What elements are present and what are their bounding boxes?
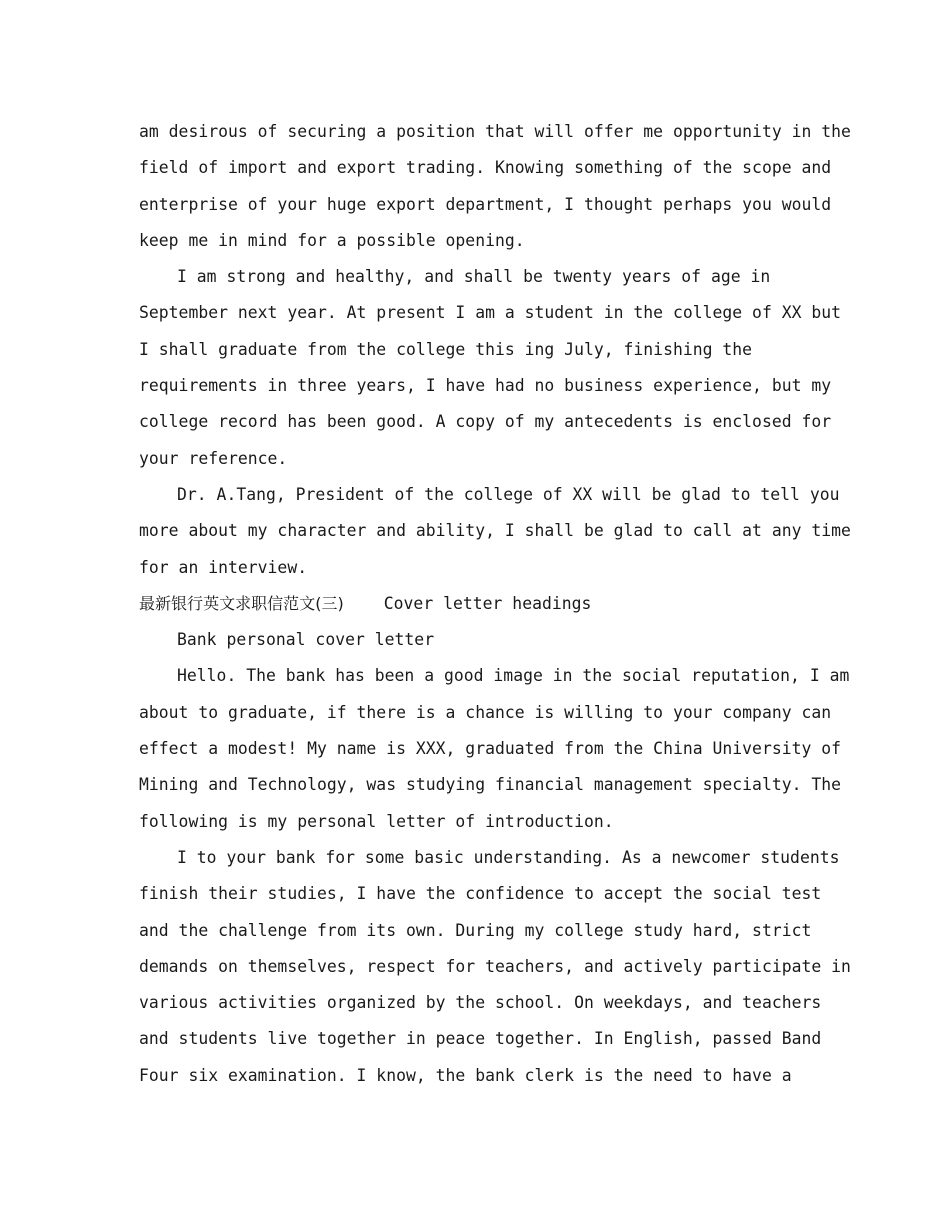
text-line: demands on themselves, respect for teachers, and actively participate in [139, 956, 851, 976]
paragraph-4 [139, 658, 850, 839]
paragraph-3 [139, 477, 851, 586]
heading-chinese-title: 最新银行英文求职信范文(三) [139, 593, 344, 613]
text-line: Mining and Technology, was studying financial management specialty. The [139, 775, 842, 795]
text-line: various activities organized by the school. On weekdays, and teachers [139, 993, 822, 1013]
paragraph-5 [139, 840, 851, 1094]
text-line: your reference. [139, 448, 288, 468]
text-line: finish their studies, I have the confidence to accept the social test [139, 884, 822, 904]
text-line: keep me in mind for a possible opening. [139, 230, 525, 250]
section-heading [139, 586, 839, 622]
text-line: I shall graduate from the college this ing July, finishing the [139, 339, 753, 359]
text-line: Hello. The bank has been a good image in the social reputation, I am [177, 666, 850, 686]
text-line: following is my personal letter of introduction. [139, 811, 614, 831]
text-line: Dr. A.Tang, President of the college of XX will be glad to tell you [177, 484, 840, 504]
text-line: enterprise of your huge export department, I thought perhaps you would [139, 194, 832, 214]
text-line: I to your bank for some basic understanding. As a newcomer students [177, 847, 840, 867]
text-line: college record has been good. A copy of my antecedents is enclosed for [139, 412, 832, 432]
text-line: and the challenge from its own. During my college study hard, strict [139, 920, 812, 940]
heading-english-title: Cover letter headings [383, 593, 592, 613]
subheading: Bank personal cover letter [177, 630, 435, 650]
paragraph-2 [139, 259, 842, 477]
text-line: about to graduate, if there is a chance is willing to your company can [139, 702, 832, 722]
text-line: September next year. At present I am a student in the college of XX but [139, 303, 842, 323]
text-line: Four six examination. I know, the bank clerk is the need to have a [139, 1065, 792, 1085]
text-line: am desirous of securing a position that will offer me opportunity in the [139, 122, 851, 141]
paragraph-1 [139, 114, 851, 259]
text-line: I am strong and healthy, and shall be twenty years of age in [177, 267, 771, 287]
text-line: more about my character and ability, I shall be glad to call at any time [139, 521, 851, 541]
text-line: requirements in three years, I have had no business experience, but my [139, 376, 832, 396]
text-line: field of import and export trading. Knowing something of the scope and [139, 158, 832, 178]
text-line: effect a modest! My name is XXX, graduated from the China University of [139, 739, 842, 759]
text-line: for an interview. [139, 557, 308, 577]
document-body [139, 114, 851, 1094]
text-line: and students live together in peace together. In English, passed Band [139, 1029, 822, 1049]
